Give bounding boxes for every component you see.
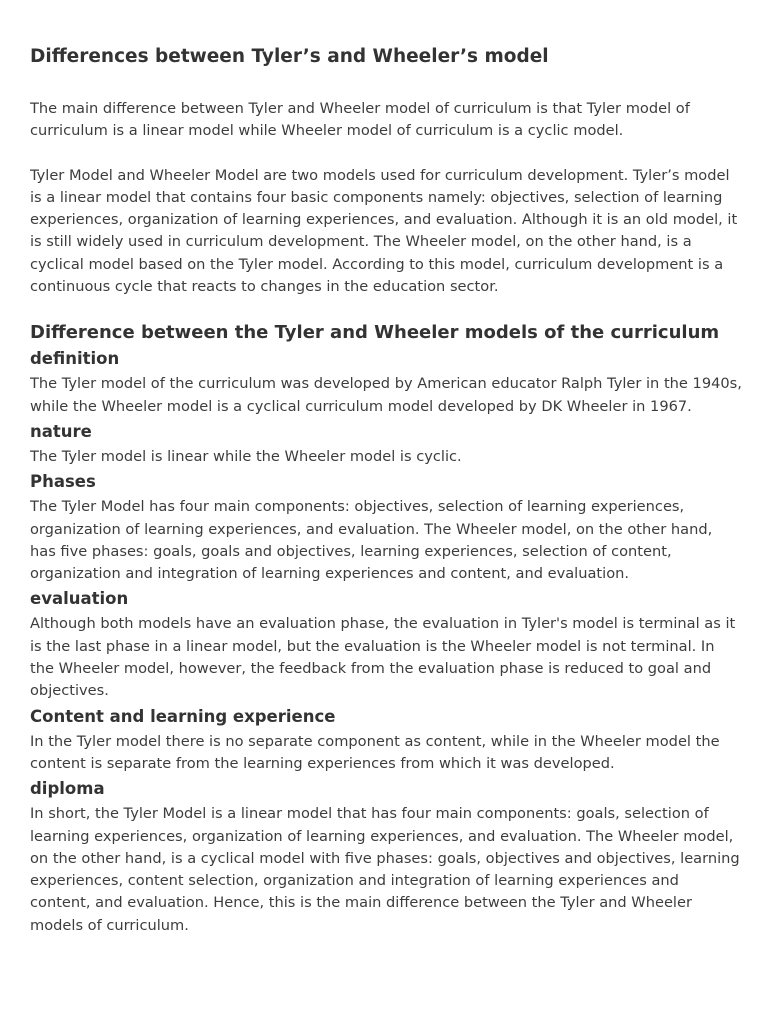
subsection-text-definition: The Tyler model of the curriculum was developed by American educator Ralph Tyler in the 1940s, while the Wheeler model is a cyclical curriculum model developed by DK Wheeler in 1967. xyxy=(30,375,742,415)
page-title: Differences between Tyler’s and Wheeler’s model xyxy=(30,46,549,67)
subsection-heading-diploma: diploma xyxy=(30,779,105,799)
subsection-heading-evaluation: evaluation xyxy=(30,589,129,609)
intro-paragraph: Tyler Model and Wheeler Model are two models used for curriculum development. Tyler’s model is a linear model that contains four basic components namely: objectives, selection of learning experiences, organization of learning experiences, and evaluation. Although it is an old model, it is still widely used in curriculum development. The Wheeler model, on the other hand, is a cyclical model based on the Tyler model. According to this model, curriculum development is a continuous cycle that reacts to changes in the education sector. xyxy=(30,166,738,296)
intro-paragraph: The main difference between Tyler and Wheeler model of curriculum is that Tyler model of curriculum is a linear model while Wheeler model of curriculum is a cyclic model. xyxy=(30,100,690,140)
subsection-heading-phases: Phases xyxy=(30,472,96,492)
subsection-heading-nature: nature xyxy=(30,421,92,441)
subsection-text-diploma: In short, the Tyler Model is a linear model that has four main components: goals, selection of learning experiences, organization of learning experiences, and evaluation. The Wheeler model, on the other hand, is a cyclical model with five phases: goals, objectives and objectives, learning experiences, content selection, organization and integration of learning experiences and content, and evaluation. Hence, this is the main difference between the Tyler and Wheeler models of curriculum. xyxy=(30,805,740,934)
subsection-text-evaluation: Although both models have an evaluation phase, the evaluation in Tyler's model is terminal as it is the last phase in a linear model, but the evaluation is the Wheeler model is not terminal. In the Wheeler model, however, the feedback from the evaluation phase is reduced to goal and objectives. xyxy=(30,615,736,700)
section-title: Difference between the Tyler and Wheeler models of the curriculum xyxy=(30,322,720,344)
subsection-text-phases: The Tyler Model has four main components: objectives, selection of learning experiences, organization of learning experiences, and evaluation. The Wheeler model, on the other hand, has five phases: goals, goals and objectives, learning experiences, selection of content, organization and integration of learning experiences and content, and evaluation. xyxy=(30,498,713,583)
subsection-heading-content: Content and learning experience xyxy=(30,706,336,726)
subsection-heading-definition: definition xyxy=(30,349,120,369)
subsection-text-content: In the Tyler model there is no separate component as content, while in the Wheeler model the content is separate from the learning experiences from which it was developed. xyxy=(30,732,720,772)
subsection-text-nature: The Tyler model is linear while the Wheeler model is cyclic. xyxy=(30,447,462,465)
